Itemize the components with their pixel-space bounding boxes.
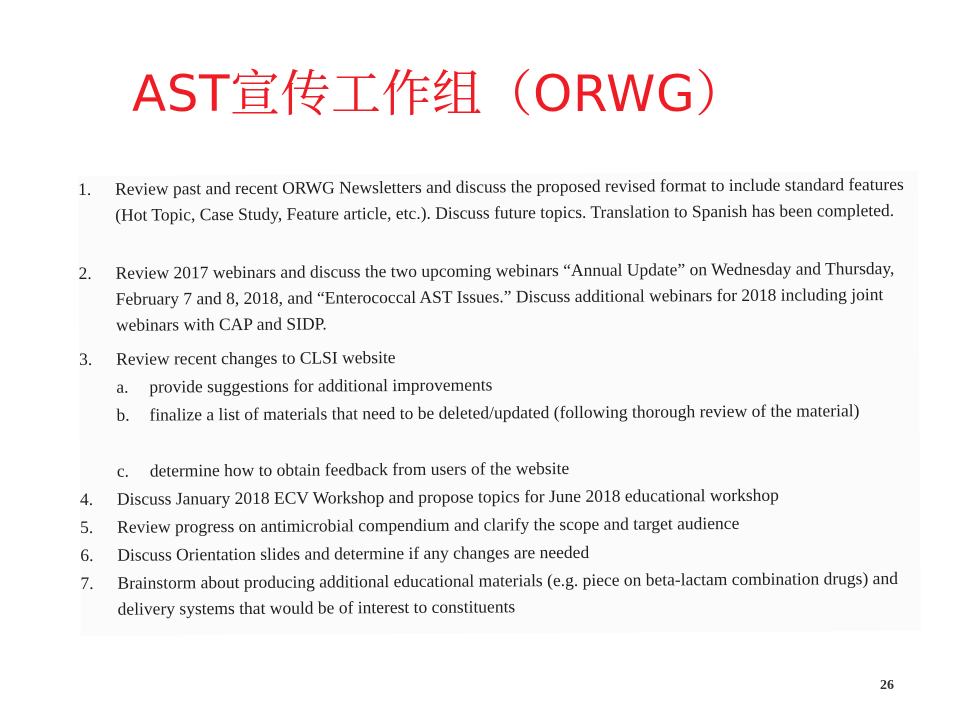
sub-item-c xyxy=(116,453,917,481)
sub-item-letter: c. xyxy=(116,460,130,481)
list-item-number: 3. xyxy=(79,348,93,369)
list-item-number: 1. xyxy=(78,178,92,199)
scanned-document xyxy=(78,171,921,636)
list-item-1 xyxy=(78,171,918,225)
list-item-text: Review progress on antimicrobial compendium and clarify the scope and target audience xyxy=(117,512,740,537)
list-item-text: Review past and recent ORWG Newsletters and discuss the proposed revised format to include standard features (Hot Topic, Case Study, Feature article, etc.). Discuss future topics. Translation to Spanish has been completed. xyxy=(115,173,904,225)
sub-item-letter: a. xyxy=(116,376,129,397)
list-item-text: Review recent changes to CLSI website xyxy=(116,347,396,369)
sub-item-letter: b. xyxy=(116,404,130,425)
list-item-text: Discuss Orientation slides and determine if any changes are needed xyxy=(117,541,590,565)
list-item-number: 5. xyxy=(80,516,94,537)
sub-item-text: finalize a list of materials that need to be deleted/updated (following thorough review of the material) xyxy=(149,400,860,425)
sub-item-text: provide suggestions for additional improvements xyxy=(149,374,493,397)
list-item-text: Discuss January 2018 ECV Workshop and propose topics for June 2018 educational workshop xyxy=(116,484,779,509)
list-item-2 xyxy=(78,255,919,335)
list-item-text: Brainstorm about producing additional educational materials (e.g. piece on beta-lactam combination drugs) and delivery systems that would be of interest to constituents xyxy=(117,567,898,619)
list-item-number: 2. xyxy=(78,262,92,283)
list-item-number: 6. xyxy=(80,544,94,565)
sub-item-text: determine how to obtain feedback from users of the website xyxy=(149,458,570,481)
page-number: 26 xyxy=(880,678,894,693)
list-item-number: 4. xyxy=(79,488,94,509)
list-item-text: Review 2017 webinars and discuss the two upcoming webinars “Annual Update” on Wednesday and Thursday, February 7 and 8, 2018, and “Enterococcal AST Issues.” Discuss additional webinars for 2018 including joint webinars with CAP and SIDP. xyxy=(115,258,895,335)
list-item-number: 7. xyxy=(80,572,94,593)
list-item-3 xyxy=(79,341,919,369)
slide-title: AST宣传工作组（ORWG） xyxy=(132,65,746,123)
